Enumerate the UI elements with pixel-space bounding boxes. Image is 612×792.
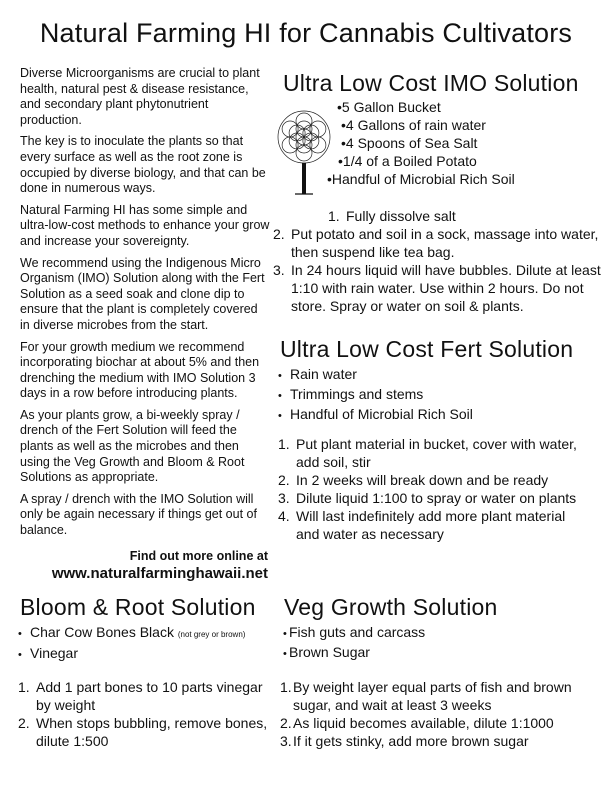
ingredient-item: • Char Cow Bones Black (not grey or brown) (18, 623, 245, 644)
ingredient-item: • Brown Sugar (283, 643, 425, 663)
veg-heading: Veg Growth Solution (284, 594, 498, 620)
intro-paragraph: The key is to inoculate the plants so that every surface as well as the root zone is occupied by diverse biology, and that can be done in numerous ways. (20, 134, 266, 196)
intro-paragraph: As your plants grow, a bi-weekly spray / drench of the Fert Solution will feed the plants as well as the microbes and then using the Veg Growth and Bloom & Root Solutions as appropriate. (20, 407, 245, 485)
ingredient-item: •Handful of Microbial Rich Soil (327, 171, 515, 187)
ingredient-item: •4 Spoons of Sea Salt (341, 135, 478, 151)
ingredient-item: • Vinegar (18, 644, 245, 664)
step-item: 3. In 24 hours liquid will have bubbles. Dilute at least 1:10 with rain water. Use within 2 hours. Do not store. Spray or water on soil & plants. (273, 262, 601, 314)
imo-ingredients (327, 98, 515, 188)
step-item: 1. Put plant material in bucket, cover with water, add soil, stir (278, 436, 577, 470)
step-item: 2. Put potato and soil in a sock, massage into water, then suspend like tea bag. (273, 226, 599, 260)
bloom-steps (18, 678, 268, 750)
step-item: 2. In 2 weeks will break down and be ready (278, 472, 549, 488)
intro-paragraph: For your growth medium we recommend incorporating biochar at about 5% and then drenching the medium with IMO Solution 3 days in a row before introducing plants. (20, 339, 260, 401)
ingredient-item: • Trimmings and stems (278, 385, 473, 405)
page-title: Natural Farming HI for Cannabis Cultivators (39, 18, 573, 48)
bloom-heading: Bloom & Root Solution (20, 594, 256, 620)
ingredient-item: • Rain water (278, 365, 473, 385)
ingredient-note: (not grey or brown) (177, 630, 246, 639)
ingredient-item: • Handful of Microbial Rich Soil (278, 405, 473, 425)
imo-heading: Ultra Low Cost IMO Solution (283, 70, 579, 96)
fert-ingredients (278, 365, 473, 425)
intro-paragraph: We recommend using the Indigenous Micro Organism (IMO) Solution along with the Fert Solution as a seed soak and clone dip to ensure that the plant is completely covered in diverse microbes from the start. (20, 255, 265, 332)
find-more-block (20, 548, 268, 584)
step-item: 1. By weight layer equal parts of fish and brown sugar, and wait at least 3 weeks (280, 679, 572, 713)
fert-steps (278, 435, 578, 543)
ingredient-item: •5 Gallon Bucket (337, 99, 441, 115)
step-item: 2. As liquid becomes available, dilute 1:1000 (280, 715, 554, 731)
veg-ingredients (283, 623, 425, 663)
intro-paragraph: Diverse Microorganisms are crucial to plant health, natural pest & disease resistance, and secondary plant phytonutrient production. (20, 66, 260, 127)
ingredient-item: •1/4 of a Boiled Potato (338, 153, 477, 169)
step-item: 1. Fully dissolve salt (328, 208, 456, 224)
intro-paragraph: Natural Farming HI has some simple and ultra-low-cost methods to enhance your grow and increase your sovereignty. (20, 202, 270, 248)
ingredient-item: •4 Gallons of rain water (341, 117, 486, 133)
step-item: 4. Will last indefinitely add more plant material and water as necessary (278, 508, 566, 542)
step-item: 3. Dilute liquid 1:100 to spray or water on plants (278, 490, 577, 506)
step-item: 1. Add 1 part bones to 10 parts vinegar by weight (18, 679, 263, 713)
intro-paragraph: A spray / drench with the IMO Solution will only be again necessary if things get out of balance. (20, 491, 257, 538)
fert-heading: Ultra Low Cost Fert Solution (280, 336, 574, 362)
ingredient-item: • Fish guts and carcass (283, 623, 425, 643)
website-link[interactable]: www.naturalfarminghawaii.net (51, 565, 268, 582)
step-item: 2. When stops bubbling, remove bones, dilute 1:500 (18, 715, 268, 749)
find-more-text: Find out more online at (129, 549, 268, 563)
flower-of-life-tree-icon (275, 108, 333, 198)
intro-column (20, 66, 270, 545)
imo-steps (273, 207, 603, 315)
veg-steps (280, 678, 600, 750)
step-item: 3. If it gets stinky, add more brown sugar (280, 733, 529, 749)
bloom-ingredients (18, 623, 245, 664)
